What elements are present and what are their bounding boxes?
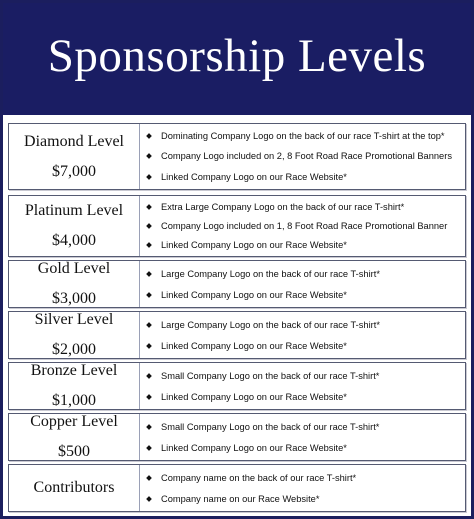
level-contributors [8,464,466,512]
diamond-bullet-icon [146,445,152,451]
diamond-bullet-icon [146,154,152,160]
level-name: Silver Level [34,311,114,328]
page-frame [3,3,471,516]
level-label [9,124,140,189]
level-price: $1,000 [52,392,96,409]
benefit-item: Company name on our Race Website* [147,494,461,504]
benefit-item: Linked Company Logo on our Race Website* [147,290,461,300]
level-diamond [8,123,466,190]
level-platinum [8,195,466,257]
diamond-bullet-icon [146,322,152,328]
benefit-item: Dominating Company Logo on the back of our race T-shirt at the top* [147,131,461,141]
level-gold [8,260,466,308]
diamond-bullet-icon [146,496,152,502]
benefit-item: Small Company Logo on the back of our race T-shirt* [147,422,461,432]
benefit-item: Company Logo included on 1, 8 Foot Road Race Promotional Banner [147,221,461,231]
level-price: $7,000 [52,162,96,180]
level-silver [8,311,466,359]
diamond-bullet-icon [146,394,152,400]
benefit-list [147,261,461,307]
level-label [9,312,140,358]
diamond-bullet-icon [146,373,152,379]
level-copper [8,413,466,461]
diamond-bullet-icon [146,292,152,298]
benefit-list [147,124,461,189]
level-bronze [8,362,466,410]
benefit-list [147,465,461,511]
level-label [9,196,140,256]
level-price: $500 [58,443,90,460]
level-label [9,414,140,460]
benefit-item: Linked Company Logo on our Race Website* [147,341,461,351]
level-label [9,363,140,409]
page-title: Sponsorship Levels [47,30,427,82]
diamond-bullet-icon [146,174,152,180]
diamond-bullet-icon [146,133,152,139]
level-name: Diamond Level [24,132,124,150]
benefit-list [147,363,461,409]
level-price: $4,000 [52,232,96,249]
level-name: Gold Level [37,260,111,277]
level-price: $3,000 [52,290,96,307]
benefit-item: Linked Company Logo on our Race Website* [147,392,461,402]
level-name: Platinum Level [24,202,124,219]
benefit-item: Small Company Logo on the back of our race T-shirt* [147,371,461,381]
diamond-bullet-icon [146,242,152,248]
benefit-item: Linked Company Logo on our Race Website* [147,443,461,453]
diamond-bullet-icon [146,475,152,481]
diamond-bullet-icon [146,343,152,349]
level-name: Bronze Level [30,362,118,379]
benefit-item: Large Company Logo on the back of our race T-shirt* [147,269,461,279]
diamond-bullet-icon [146,271,152,277]
benefit-item: Company Logo included on 2, 8 Foot Road Race Promotional Banners [147,151,461,161]
benefit-list [147,414,461,460]
level-label [9,261,140,307]
level-name: Contributors [33,479,115,496]
diamond-bullet-icon [146,424,152,430]
title-banner [3,3,471,115]
benefit-list [147,312,461,358]
benefit-item: Company name on the back of our race T-shirt* [147,473,461,483]
level-name: Copper Level [30,413,118,430]
level-label [9,465,140,511]
benefit-item: Linked Company Logo on our Race Website* [147,172,461,182]
level-price: $2,000 [52,341,96,358]
benefit-item: Large Company Logo on the back of our race T-shirt* [147,320,461,330]
diamond-bullet-icon [146,204,152,210]
benefit-item: Extra Large Company Logo on the back of our race T-shirt* [147,202,461,212]
diamond-bullet-icon [146,223,152,229]
benefit-item: Linked Company Logo on our Race Website* [147,240,461,250]
benefit-list [147,196,461,256]
